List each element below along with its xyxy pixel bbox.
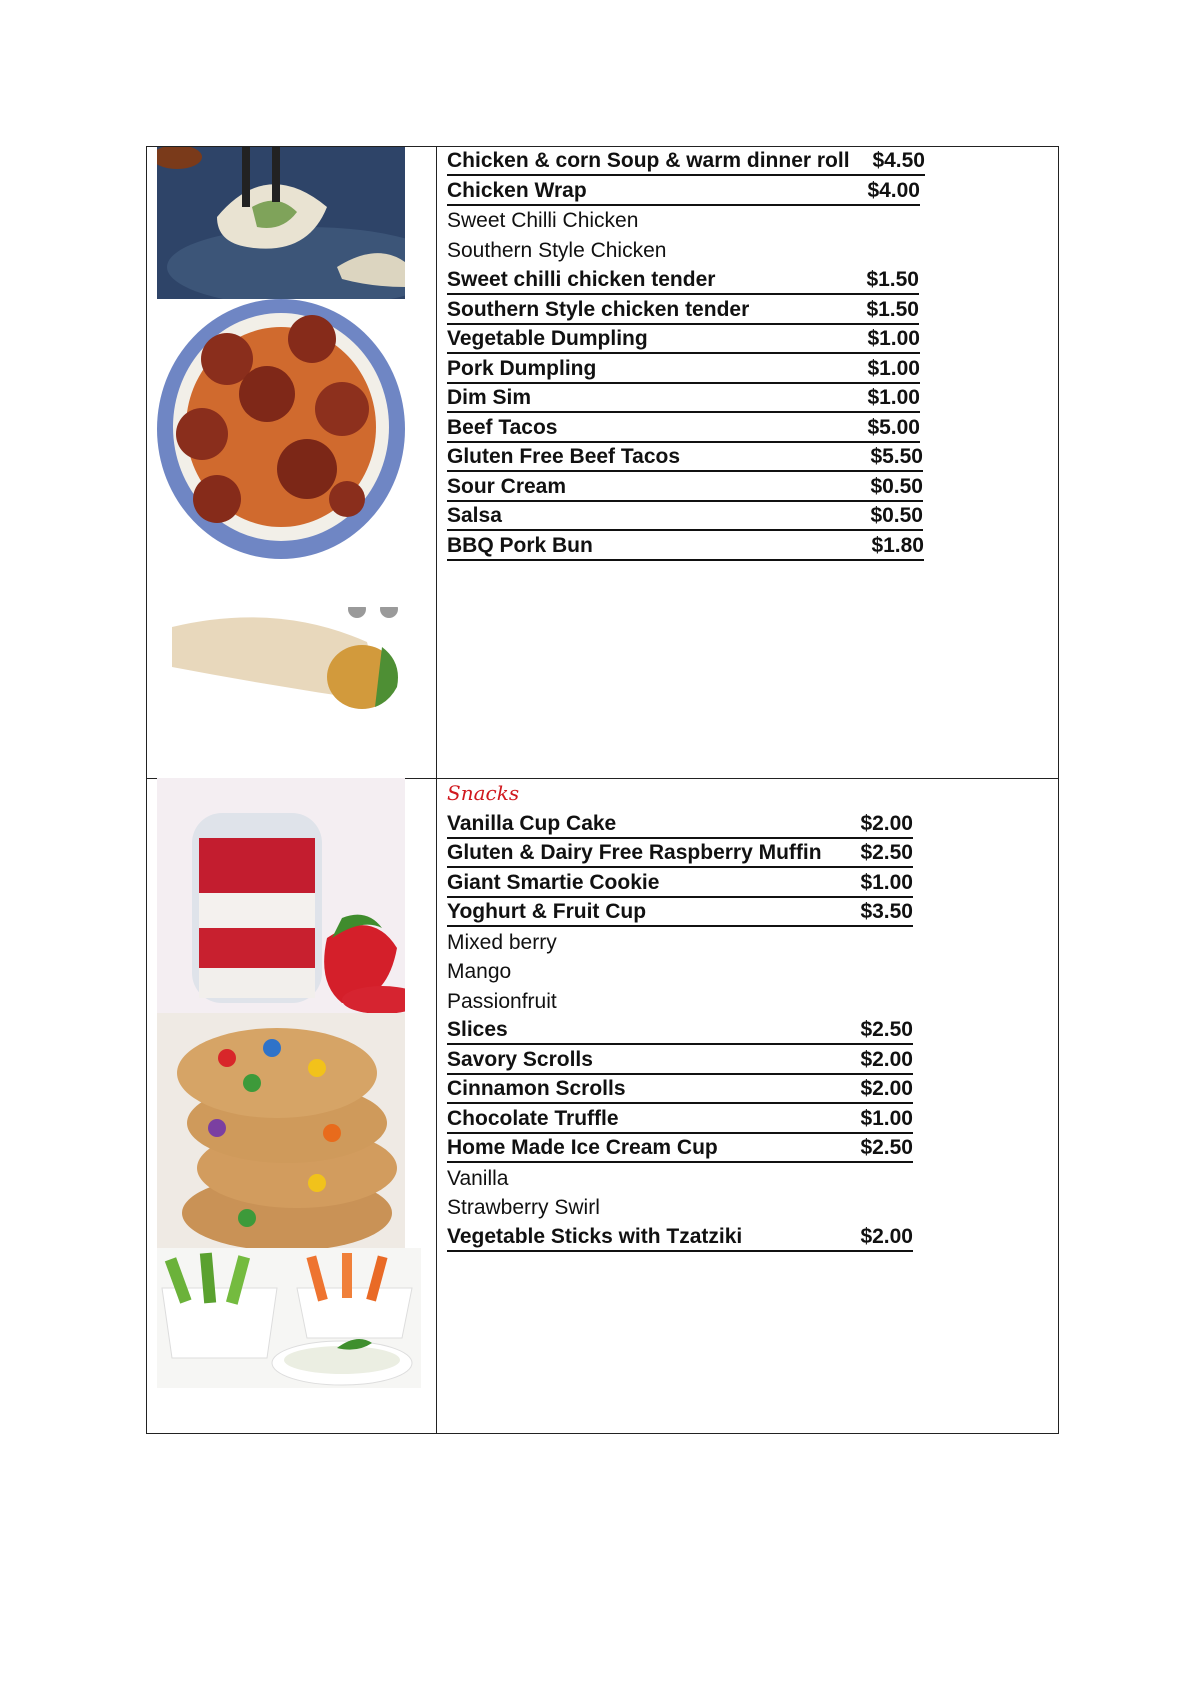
menu-item-giant-smartie-cookie bbox=[447, 869, 913, 898]
column-divider bbox=[436, 147, 437, 1433]
menu-item-chicken-corn-soup bbox=[447, 147, 925, 176]
item-name: Chocolate Truffle bbox=[447, 1107, 619, 1130]
item-name: Chicken & corn Soup & warm dinner roll bbox=[447, 149, 850, 172]
item-price: $0.50 bbox=[870, 475, 923, 498]
item-price: $1.50 bbox=[866, 268, 919, 291]
item-price: $5.00 bbox=[867, 416, 920, 439]
item-price: $1.00 bbox=[867, 327, 920, 350]
item-name: Strawberry Swirl bbox=[447, 1196, 600, 1219]
item-price: $2.50 bbox=[860, 1018, 913, 1041]
menu-option-mango bbox=[447, 957, 511, 986]
menu-option-strawberry-swirl bbox=[447, 1193, 600, 1222]
item-price: $1.00 bbox=[867, 357, 920, 380]
item-price: $2.50 bbox=[860, 841, 913, 864]
item-name: Gluten & Dairy Free Raspberry Muffin bbox=[447, 841, 822, 864]
item-name: Sweet chilli chicken tender bbox=[447, 268, 716, 291]
menu-item-ice-cream-cup bbox=[447, 1134, 913, 1163]
menu-option-passionfruit bbox=[447, 987, 557, 1016]
menu-item-vegetable-sticks bbox=[447, 1223, 913, 1252]
item-name: Yoghurt & Fruit Cup bbox=[447, 900, 647, 923]
item-name: BBQ Pork Bun bbox=[447, 534, 593, 557]
item-name: Home Made Ice Cream Cup bbox=[447, 1136, 718, 1159]
item-price: $5.50 bbox=[870, 445, 923, 468]
item-name: Vanilla bbox=[447, 1167, 509, 1190]
item-name: Vegetable Sticks with Tzatziki bbox=[447, 1225, 743, 1248]
item-price: $2.00 bbox=[860, 1048, 913, 1071]
item-name: Mixed berry bbox=[447, 931, 557, 954]
item-name: Vegetable Dumpling bbox=[447, 327, 648, 350]
item-name: Pork Dumpling bbox=[447, 357, 597, 380]
item-price: $3.50 bbox=[860, 900, 913, 923]
menu-item-chicken-wrap bbox=[447, 177, 920, 206]
menu-option-vanilla bbox=[447, 1164, 508, 1193]
menu-item-vegetable-dumpling bbox=[447, 325, 920, 354]
menu-item-sweet-chilli-tender bbox=[447, 266, 919, 295]
menu-item-gluten-free-beef-tacos bbox=[447, 443, 923, 472]
item-name: Passionfruit bbox=[447, 990, 557, 1013]
item-name: Cinnamon Scrolls bbox=[447, 1077, 626, 1100]
menu-item-cinnamon-scrolls bbox=[447, 1075, 913, 1104]
item-price: $2.50 bbox=[860, 1136, 913, 1159]
item-price: $1.00 bbox=[860, 1107, 913, 1130]
chicken-wrap-photo bbox=[157, 607, 407, 712]
item-name: Chicken Wrap bbox=[447, 179, 587, 202]
item-name: Mango bbox=[447, 960, 512, 983]
item-price: $1.80 bbox=[871, 534, 924, 557]
menu-table bbox=[146, 146, 1059, 1434]
item-name: Sour Cream bbox=[447, 475, 567, 498]
item-price: $1.00 bbox=[860, 871, 913, 894]
menu-option-southern-style-chicken bbox=[447, 236, 666, 265]
item-name: Savory Scrolls bbox=[447, 1048, 593, 1071]
menu-item-dim-sim bbox=[447, 384, 920, 413]
menu-item-beef-tacos bbox=[447, 414, 920, 443]
item-price: $1.00 bbox=[867, 386, 920, 409]
item-name: Slices bbox=[447, 1018, 508, 1041]
item-price: $2.00 bbox=[860, 1077, 913, 1100]
item-name: Salsa bbox=[447, 504, 502, 527]
item-price: $0.50 bbox=[870, 504, 923, 527]
item-price: $2.00 bbox=[860, 1225, 913, 1248]
vegetable-sticks-photo bbox=[157, 1248, 421, 1388]
menu-item-salsa bbox=[447, 502, 923, 531]
snacks-heading: Snacks bbox=[447, 781, 520, 805]
item-name: Beef Tacos bbox=[447, 416, 558, 439]
yoghurt-fruit-cup-photo bbox=[157, 778, 405, 1013]
menu-item-yoghurt-fruit-cup bbox=[447, 898, 913, 927]
menu-item-slices bbox=[447, 1016, 913, 1045]
menu-option-mixed-berry bbox=[447, 928, 557, 957]
item-name: Southern Style Chicken bbox=[447, 239, 667, 262]
item-name: Dim Sim bbox=[447, 386, 532, 409]
item-name: Gluten Free Beef Tacos bbox=[447, 445, 681, 468]
menu-item-bbq-pork-bun bbox=[447, 532, 924, 561]
menu-item-savory-scrolls bbox=[447, 1046, 913, 1075]
spaghetti-meatballs-photo bbox=[157, 299, 405, 561]
menu-item-chocolate-truffle bbox=[447, 1105, 913, 1134]
dumpling-photo bbox=[157, 147, 405, 299]
menu-item-raspberry-muffin bbox=[447, 839, 913, 868]
menu-item-vanilla-cup-cake bbox=[447, 810, 913, 839]
menu-option-sweet-chilli-chicken bbox=[447, 206, 638, 235]
item-price: $1.50 bbox=[866, 298, 919, 321]
item-name: Vanilla Cup Cake bbox=[447, 812, 617, 835]
menu-item-sour-cream bbox=[447, 473, 923, 502]
item-name: Giant Smartie Cookie bbox=[447, 871, 660, 894]
item-price: $4.50 bbox=[872, 149, 925, 172]
menu-item-southern-style-tender bbox=[447, 296, 919, 325]
smartie-cookies-photo bbox=[157, 1013, 405, 1248]
item-price: $2.00 bbox=[860, 812, 913, 835]
item-name: Southern Style chicken tender bbox=[447, 298, 750, 321]
menu-item-pork-dumpling bbox=[447, 355, 920, 384]
item-price: $4.00 bbox=[867, 179, 920, 202]
item-name: Sweet Chilli Chicken bbox=[447, 209, 639, 232]
